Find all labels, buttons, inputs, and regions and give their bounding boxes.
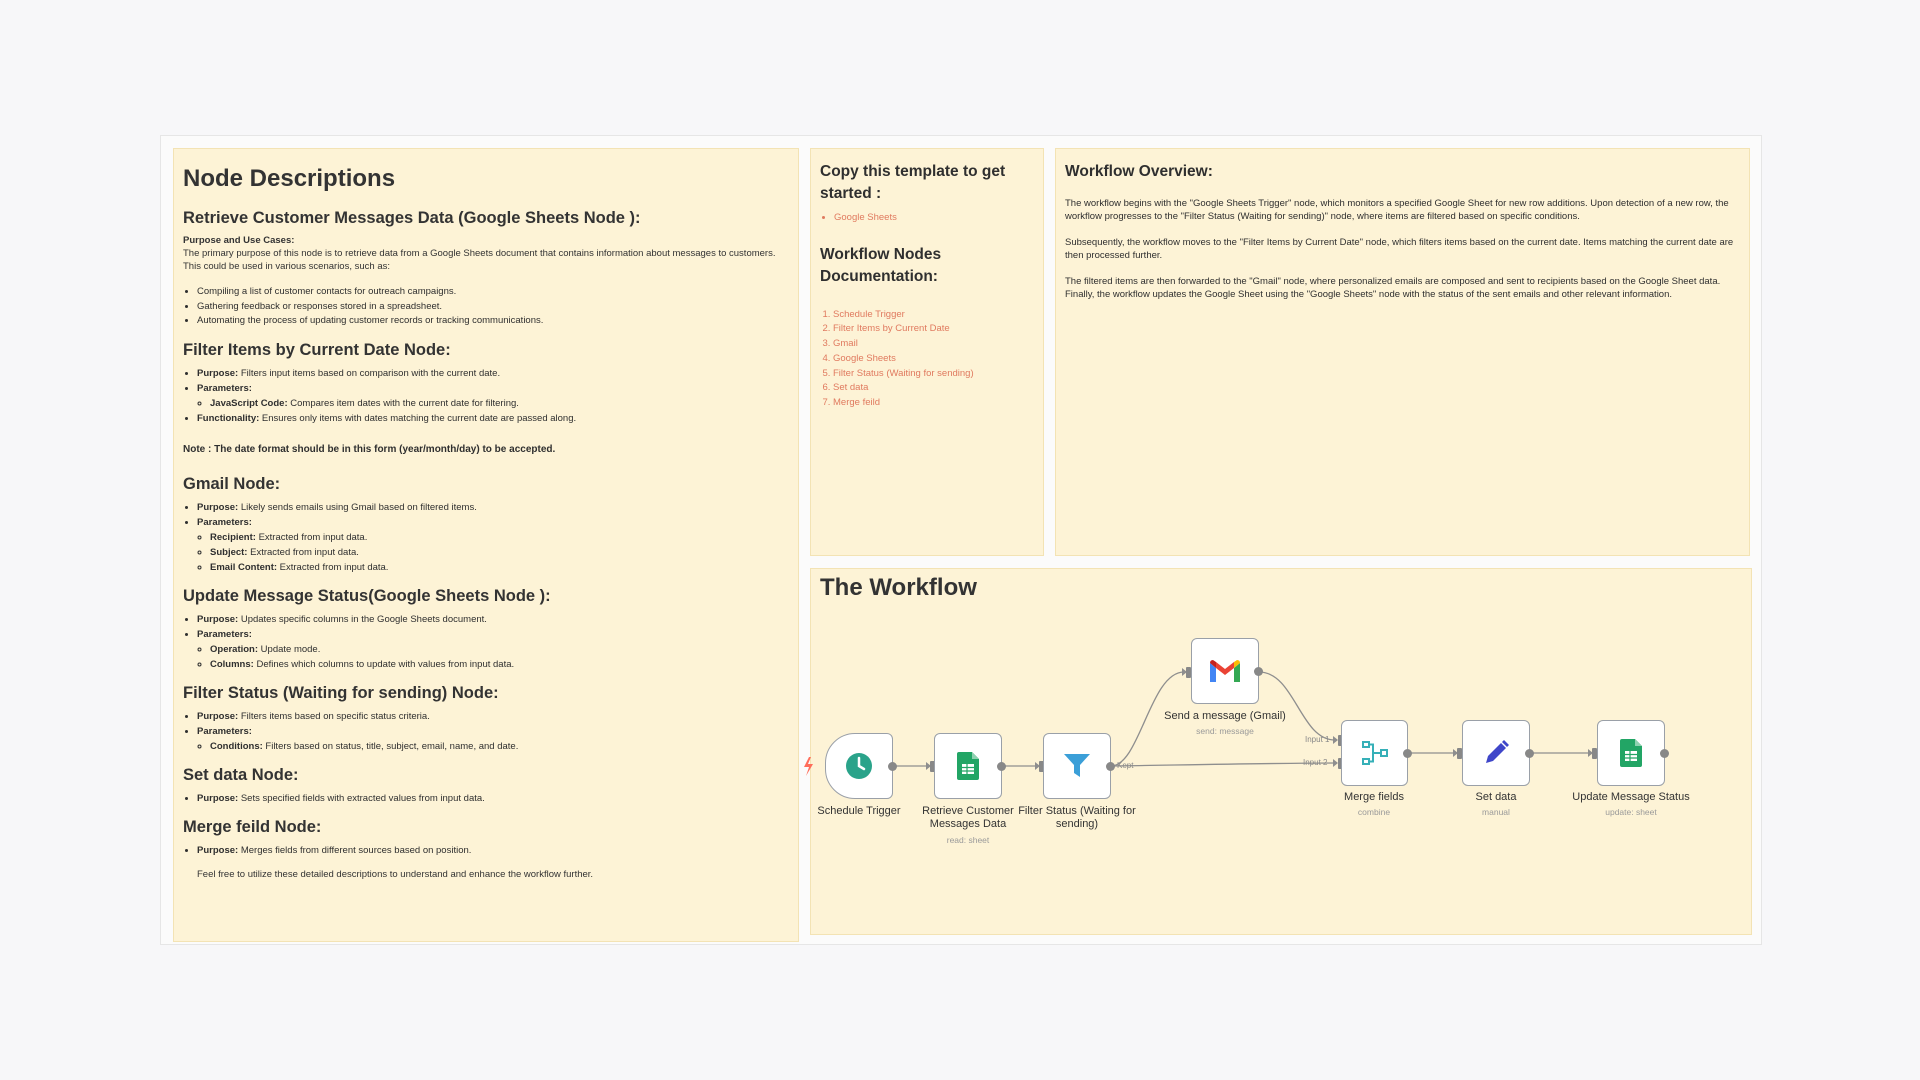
retrieve-purpose-label: Purpose and Use Cases:: [183, 235, 295, 246]
gmail-icon: [1210, 660, 1240, 682]
node-set-data[interactable]: [1462, 720, 1530, 786]
list-item: • Automating the process of updating customer records or tracking communications.: [197, 314, 789, 329]
pencil-icon: [1482, 739, 1510, 767]
merge-heading: Merge feild Node:: [183, 817, 322, 836]
node-merge-fields[interactable]: [1341, 720, 1408, 786]
node-label: Schedule Trigger: [817, 805, 901, 817]
retrieve-heading: Retrieve Customer Messages Data (Google Sheets Node ):: [183, 209, 641, 227]
doc-link-schedule-trigger[interactable]: 1. Schedule Trigger: [833, 308, 1034, 323]
google-sheets-icon: [957, 752, 979, 780]
node-label: Update Message Status: [1572, 791, 1690, 803]
set-data-heading: Set data Node:: [183, 765, 299, 784]
node-descriptions-title: Node Descriptions: [183, 165, 396, 192]
doc-link-set-data[interactable]: 6. Set data: [833, 381, 1034, 396]
output-port[interactable]: [1525, 749, 1534, 758]
filter-funnel-icon: [1063, 753, 1091, 779]
output-port[interactable]: [1254, 667, 1263, 676]
list-item: ◦ Columns: Defines which columns to update with values from input data.: [210, 657, 789, 672]
doc-link-gmail[interactable]: 3. Gmail: [833, 337, 1034, 352]
trigger-bolt-icon: [804, 757, 813, 776]
list-item: • Purpose: Updates specific columns in the Google Sheets document.: [197, 612, 789, 627]
list-item: • Gathering feedback or responses stored in a spreadsheet.: [197, 300, 789, 315]
node-schedule-trigger[interactable]: [825, 733, 893, 799]
output-port[interactable]: [888, 762, 897, 771]
node-label: Merge fields: [1344, 791, 1404, 803]
node-send-message-gmail[interactable]: [1191, 638, 1259, 704]
node-subtitle: read: sheet: [946, 835, 990, 845]
output-port[interactable]: [1403, 749, 1412, 758]
gmail-heading: Gmail Node:: [183, 474, 281, 493]
output-port[interactable]: [997, 762, 1006, 771]
list-item: • Compiling a list of customer contacts for outreach campaigns.: [197, 285, 789, 300]
node-filter-status[interactable]: [1043, 733, 1111, 799]
node-label: Retrieve Customer Messages Data: [922, 805, 1014, 830]
list-item: • Parameters: ◦ Operation: Update mode. ◦ Columns: Defines which columns to update with values from input data.: [197, 627, 789, 672]
list-item: • Purpose: Filters items based on specific status criteria.: [197, 709, 789, 724]
node-subtitle: manual: [1482, 807, 1510, 817]
input-2-label: Input 2: [1303, 758, 1328, 767]
list-item: ◦ Recipient: Extracted from input data.: [210, 530, 789, 545]
node-subtitle: send: message: [1196, 726, 1254, 736]
node-label: Set data: [1475, 791, 1517, 803]
retrieve-purpose-text: The primary purpose of this node is to retrieve data from a Google Sheets document that contains information about messages to customers. This could be used in various scenarios, such as:: [183, 248, 776, 272]
list-item: • Functionality: Ensures only items with dates matching the current date are passed along.: [197, 411, 789, 426]
clock-icon: [844, 751, 874, 781]
doc-link-filter-status[interactable]: 5. Filter Status (Waiting for sending): [833, 367, 1034, 382]
overview-title: Workflow Overview:: [1065, 163, 1213, 180]
docs-title: Workflow Nodes Documentation:: [820, 245, 942, 285]
copy-title: Copy this template to get started :: [820, 163, 1006, 202]
output-port[interactable]: [1660, 749, 1669, 758]
input-1-label: Input 1: [1305, 735, 1330, 744]
list-item: • Purpose: Filters input items based on comparison with the current date.: [197, 366, 789, 381]
connection-line: [1111, 763, 1335, 766]
google-sheets-icon: [1620, 739, 1642, 767]
list-item: • Parameters: ◦ Recipient: Extracted from input data. ◦ Subject: Extracted from input data. ◦ Email Content: Extracted from input data.: [197, 515, 789, 575]
filter-status-heading: Filter Status (Waiting for sending) Node:: [183, 683, 499, 702]
doc-link-filter-date[interactable]: 2. Filter Items by Current Date: [833, 322, 1034, 337]
node-subtitle: update: sheet: [1605, 807, 1657, 817]
filter-date-heading: Filter Items by Current Date Node:: [183, 340, 451, 359]
date-format-note: Note : The date format should be in this form (year/month/day) to be accepted.: [183, 443, 556, 455]
list-item: • Parameters: ◦ JavaScript Code: Compares item dates with the current date for filtering.: [197, 381, 789, 411]
node-label: Filter Status (Waiting for sending): [1018, 805, 1136, 830]
overview-paragraph: Subsequently, the workflow moves to the "Filter Items by Current Date" node, which filters items based on the current date. Items matching the current date are then processed further.: [1065, 237, 1734, 261]
list-item: • Purpose: Sets specified fields with extracted values from input data.: [197, 791, 789, 806]
merge-footer: Feel free to utilize these detailed descriptions to understand and enhance the workflow further.: [197, 868, 594, 880]
workflow-title: The Workflow: [820, 574, 977, 601]
node-label: Send a message (Gmail): [1164, 710, 1286, 722]
output-port[interactable]: [1106, 762, 1115, 771]
list-item: • Parameters: ◦ Conditions: Filters based on status, title, subject, email, name, and date.: [197, 724, 789, 754]
node-subtitle: combine: [1357, 807, 1391, 817]
overview-paragraph: The filtered items are then forwarded to the "Gmail" node, where personalized emails are composed and sent to recipients based on the Google Sheet data. Finally, the workflow updates the Google Sheet using the "Google Sheets" node with the status of the sent emails and other relevant information.: [1065, 276, 1721, 300]
list-item: • Purpose: Merges fields from different sources based on position.: [197, 843, 789, 858]
list-item: ◦ JavaScript Code: Compares item dates with the current date for filtering.: [210, 396, 789, 411]
doc-link-merge[interactable]: 7. Merge feild: [833, 396, 1034, 411]
list-item: ◦ Operation: Update mode.: [210, 642, 789, 657]
overview-paragraph: The workflow begins with the "Google Sheets Trigger" node, which monitors a specified Google Sheet for new row additions. Upon detection of a new row, the workflow progresses to the "Filter Status (Waiting for sending)" node, where items are filtered based on specific conditions.: [1065, 198, 1729, 222]
list-item: ◦ Email Content: Extracted from input data.: [210, 560, 789, 575]
list-item: • Purpose: Likely sends emails using Gmail based on filtered items.: [197, 500, 789, 515]
node-update-message-status[interactable]: [1597, 720, 1665, 786]
doc-link-google-sheets[interactable]: 4. Google Sheets: [833, 352, 1034, 367]
node-retrieve-customer-messages[interactable]: [934, 733, 1002, 799]
merge-icon: [1361, 740, 1389, 766]
list-item: ◦ Conditions: Filters based on status, title, subject, email, name, and date.: [210, 739, 789, 754]
kept-output-label: Kept: [1117, 761, 1134, 770]
update-heading: Update Message Status(Google Sheets Node ):: [183, 586, 551, 605]
list-item: ◦ Subject: Extracted from input data.: [210, 545, 789, 560]
google-sheets-link[interactable]: • Google Sheets: [834, 211, 1034, 226]
